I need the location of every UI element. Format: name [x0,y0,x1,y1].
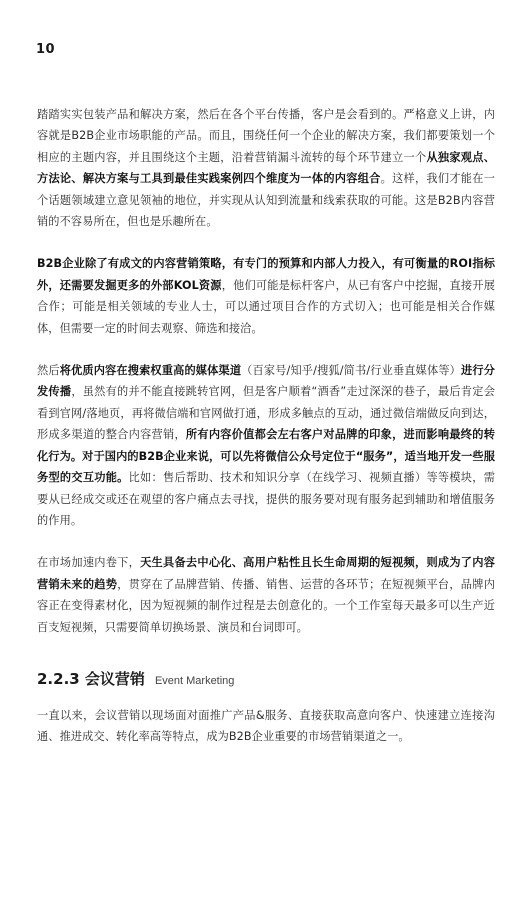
text-run: 在市场加速内卷下， [37,556,141,570]
text-run: 踏踏实实包装产品和解决方案，然后在各个平台传播，客户是会看到的。严格意义上讲，内容就是B2B企业市场职能的产品。而且，围绕任何一个企业的解决方案，我们都要策划一个相应的主题内容，并且围绕这个主题，沿着营销漏斗流转的每个环节建立一个 [37,108,495,164]
bold-text-run: 天生具备去中心化、高用户粘性且长生命周期的短视频，则成为了内容营销未来的趋势 [37,556,495,591]
bold-text-run: 将优质内容在搜索权重高的媒体渠道 [59,364,242,378]
bold-text-run: 进行分发传播 [37,364,496,399]
bold-text-run: B2B企业除了有成文的内容营销策略，有专门的预算和内部人力投入，有可衡量的ROI指标外，还需要发掘更多的外部KOL资源 [37,257,495,292]
bold-text-run: 所有内容价值都会左右客户对品牌的印象，进而影响最终的转化行为。对于国内的B2B企业来说，可以先将微信公众号定位于“服务”，适当地开发一些服务型的交互功能。 [37,428,495,485]
document-body [37,104,495,748]
text-run: （百家号/知乎/搜狐/简书/行业垂直媒体等） [241,364,462,378]
section-subtitle: Event Marketing [154,674,235,687]
paragraph-4 [37,552,495,638]
page-number: 10 [36,42,56,57]
text-run: 然后 [37,364,60,378]
paragraph-1 [37,104,495,232]
bold-text-run: 从独家观点、方法论、解决方案与工具到最佳实践案例四个维度为一体的内容组合 [37,150,495,186]
text-run: 。这样，我们才能在一个话题领域建立意见领袖的地位，并实现从认知到流量和线索获取的可能。这是B2B内容营销的不容易所在，但也是乐趣所在。 [37,172,495,229]
paragraph-3 [37,360,495,531]
paragraph-2 [37,253,495,339]
text-run: ，他们可能是标杆客户，从已有客户中挖掘，直接开展合作；可能是相关领域的专业人士，可以通过项目合作的方式切入；也可能是相关合作媒体，但需要一定的时间去观察、筛选和接洽。 [37,278,495,335]
section-paragraph: 一直以来，会议营销以现场面对面推广产品&服务、直接获取高意向客户、快速建立连接沟通、推进成交、转化率高等特点，成为B2B企业重要的市场营销渠道之一。 [37,708,495,744]
section-heading [37,668,495,689]
text-run: ，虽然有的并不能直接跳转官网，但是客户顺着“酒香”走过深深的巷子，最后肯定会看到官网/落地页，再将微信端和官网做打通，形成多触点的互动，通过微信端做反向到达，形成多渠道的整合内容营销， [37,385,495,442]
text-run: ，贯穿在了品牌营销、传播、销售、运营的各环节；在短视频平台，品牌内容正在变得素材化，因为短视频的制作过程是去创意化的。一个工作室每天最多可以生产近百支短视频，只需要简单切换场景、演员和台词即可。 [37,577,495,634]
text-run: 比如：售后帮助、技术和知识分享（在线学习、视频直播）等等模块，需要从已经成交或还在观望的客户痛点去寻找，提供的服务要对现有服务起到辅助和增值服务的作用。 [37,471,495,527]
section-title: 2.2.3 会议营销 [37,669,145,688]
